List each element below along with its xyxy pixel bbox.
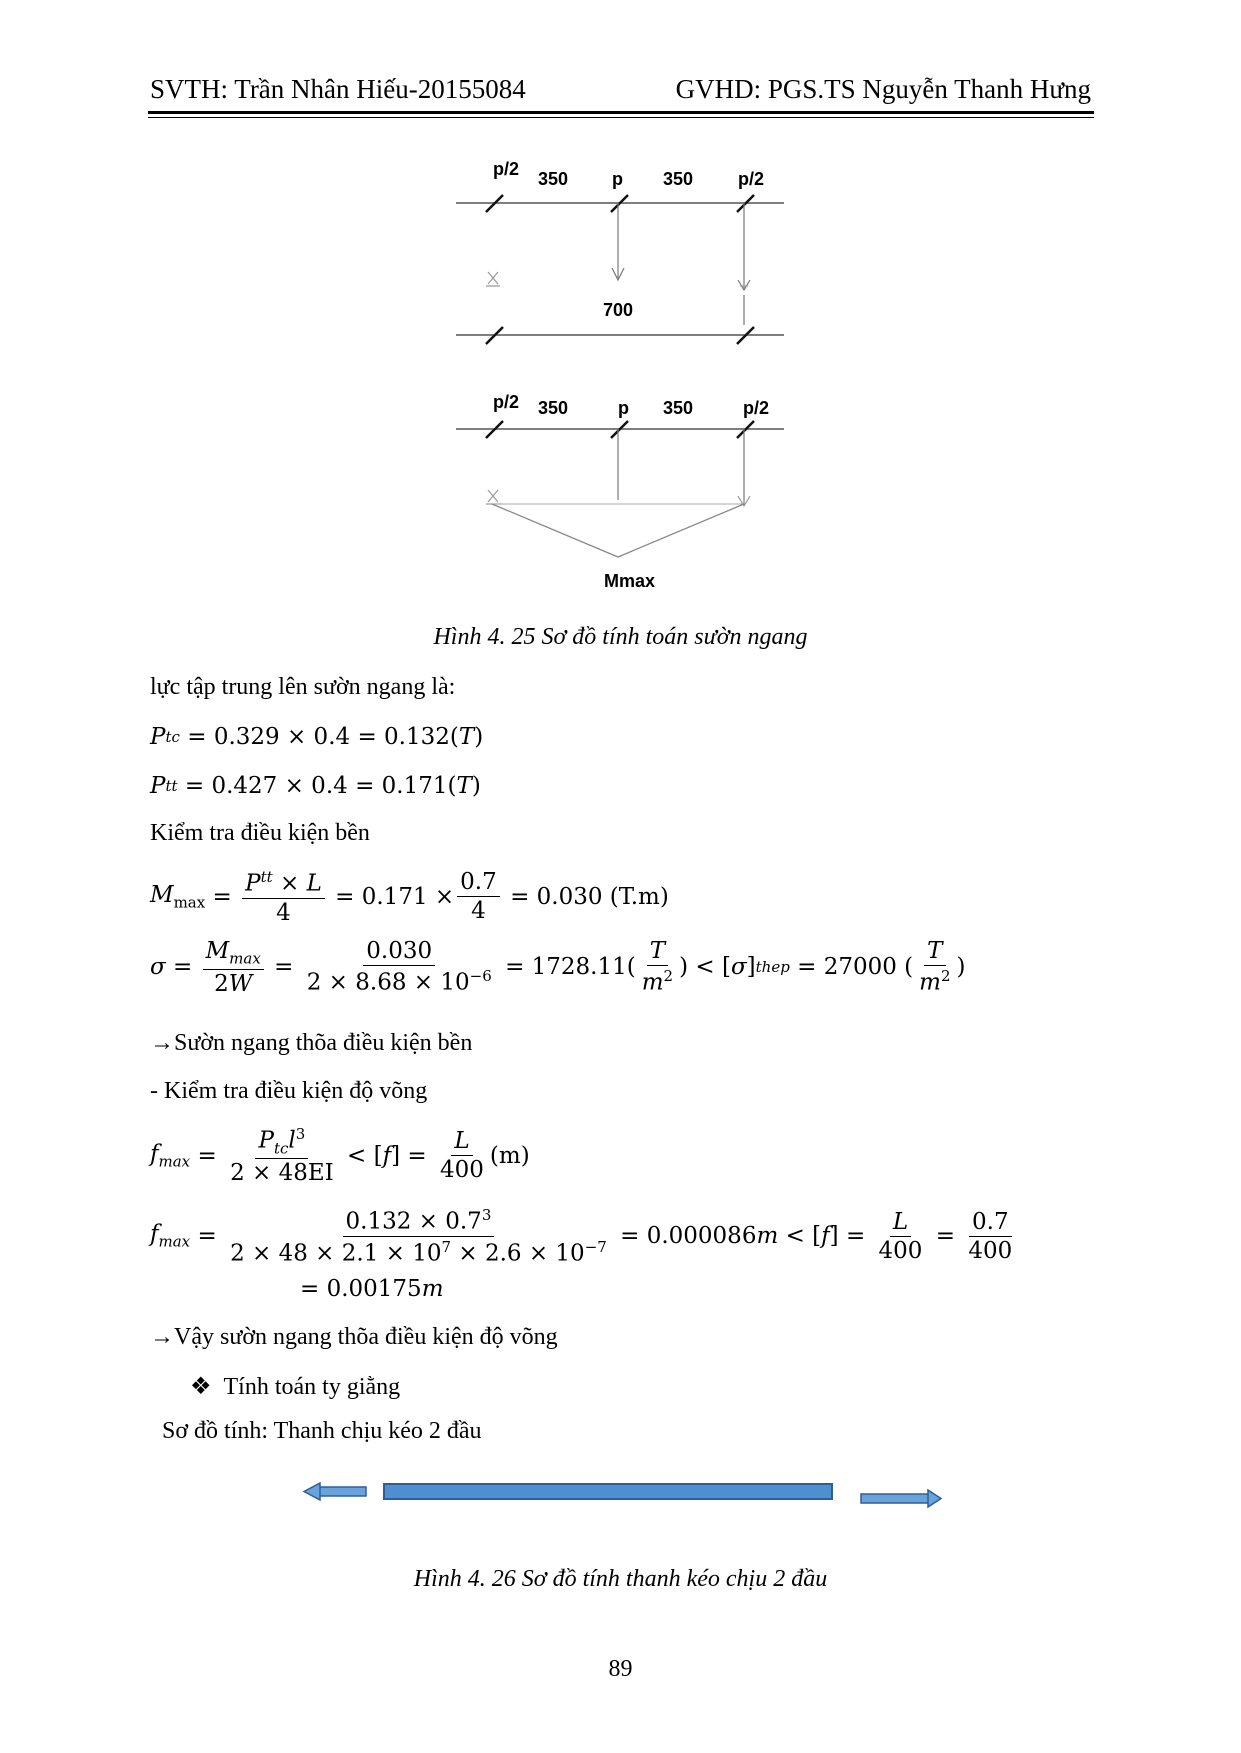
- moment-diagram: [492, 504, 744, 557]
- bottom-span-right: 350: [663, 398, 694, 418]
- moment-label: Mmax: [604, 571, 656, 591]
- equation-fmax-line2: = 0.00175 m: [300, 1276, 444, 1302]
- figure-4-25-caption: Hình 4. 25 Sơ đồ tính toán sườn ngang: [433, 624, 808, 650]
- page-number: 89: [608, 1656, 633, 1682]
- top-total-span: 700: [603, 300, 634, 320]
- right-arrow-icon: [861, 1490, 941, 1507]
- bottom-load-mid: p: [618, 398, 629, 418]
- top-load-right: p/2: [738, 169, 765, 189]
- bottom-load-left: p/2: [493, 392, 520, 412]
- left-arrow-icon: [304, 1483, 366, 1500]
- equation-ptc: P tc = 0.329 × 0.4 = 0.132( T ): [150, 724, 484, 750]
- top-span-right: 350: [663, 169, 694, 189]
- check-strength-heading: Kiểm tra điều kiện bền: [150, 820, 370, 846]
- deflection-conclusion: →Vậy sườn ngang thõa điều kiện độ võng: [150, 1324, 558, 1350]
- equation-ptt: P tt = 0.427 × 0.4 = 0.171( T ): [150, 773, 481, 799]
- equation-sigma: σ = $\frac{M_{max}}{2W}$ = $\frac{0.030}{2 \times 8.68 \times 10^{-6}}$ = 1728.11( $\frac{T}{m^2}$ ) < [ σ ] thep = 27000 ( $\frac{T}{m^2}$ ): [150, 938, 966, 997]
- equation-fmax-numeric: $f_{max}$ = $\frac{0.132 \times 0.7^3}{2 \times 48 \times 2.1 \times 10^7 \times 2.6 \times 10^{-7}}$ = 0.000086 m < [ f ] = $\frac{L}{400}$ = $\frac{0.7}{400}$: [150, 1206, 1013, 1267]
- figure-4-25-diagram: [0, 0, 1241, 600]
- figure-4-26-caption: Hình 4. 26 Sơ đồ tính thanh kéo chịu 2 đầu: [413, 1566, 828, 1592]
- figure-4-26-diagram: [0, 1450, 1241, 1540]
- equation-mmax: $M_{max}$ = $\frac{P^{tt} \times L}{4}$ = 0.171 × $\frac{0.7}{4}$ = 0.030 (T.m): [150, 868, 669, 926]
- header-right: GVHD: PGS.TS Nguyễn Thanh Hưng: [675, 74, 1091, 104]
- header-left: SVTH: Trần Nhân Hiếu-20155084: [150, 74, 526, 104]
- top-load-left: p/2: [493, 159, 520, 179]
- tension-bar: [384, 1484, 832, 1499]
- bottom-span-left: 350: [538, 398, 569, 418]
- top-load-mid: p: [612, 169, 623, 189]
- top-span-left: 350: [538, 169, 569, 189]
- bullet-heading: [190, 1372, 400, 1401]
- equation-fmax-formula: $f_{max}$ = $\frac{P_{tc}l^3}{2 \times 48EI}$ < [ f ] = $\frac{L}{400}$ (m): [150, 1125, 530, 1187]
- bottom-beam-diagram: [456, 392, 784, 591]
- top-beam-diagram: [456, 159, 784, 344]
- bullet-heading-text: Tính toán ty giằng: [223, 1374, 401, 1400]
- bullet-diamond-icon: ❖: [190, 1374, 212, 1400]
- strength-conclusion: →Sườn ngang thõa điều kiện bền: [150, 1030, 473, 1056]
- check-deflection-heading: - Kiểm tra điều kiện độ võng: [150, 1078, 428, 1104]
- intro-text: lực tập trung lên sườn ngang là:: [150, 674, 456, 700]
- top-support-left: [486, 272, 500, 286]
- scheme-description: Sơ đồ tính: Thanh chịu kéo 2 đầu: [162, 1418, 482, 1444]
- bottom-load-right: p/2: [743, 398, 770, 418]
